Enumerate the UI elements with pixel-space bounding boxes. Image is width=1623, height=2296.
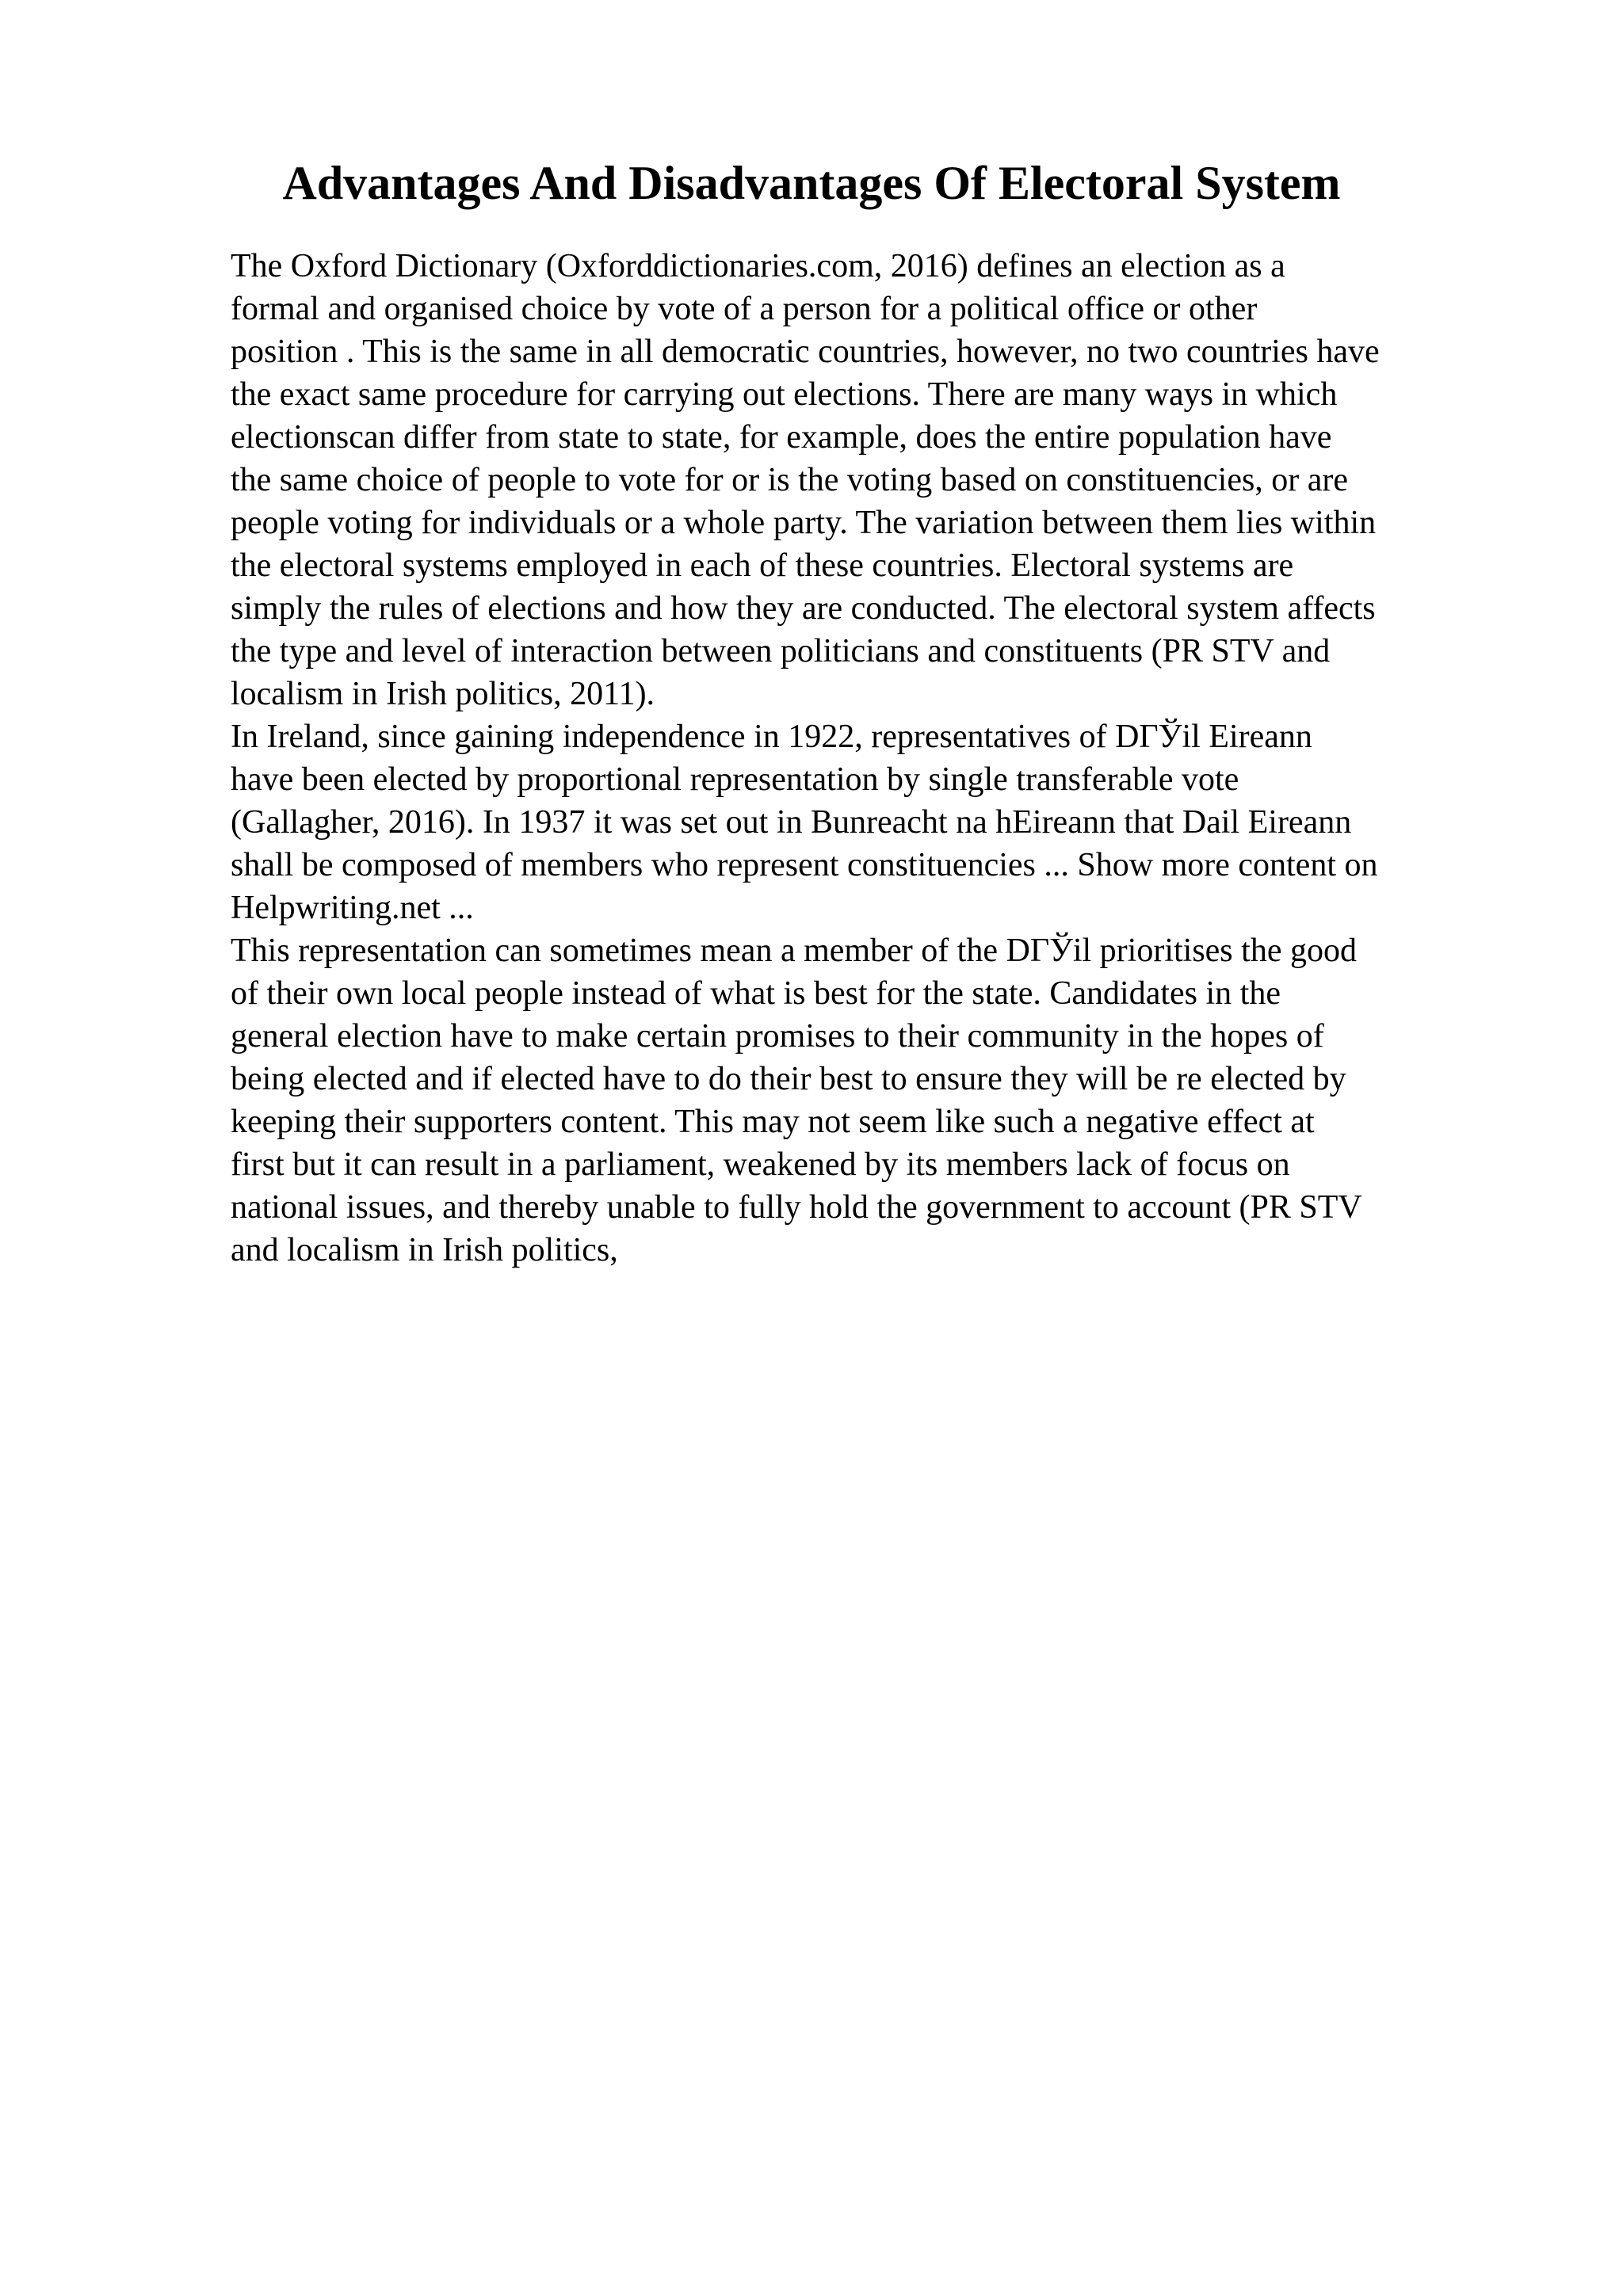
text-line: the type and level of interaction between politicians and constituents (PR STV and [231,633,1331,669]
text-line: formal and organised choice by vote of a person for a political office or other [231,291,1258,327]
text-line: simply the rules of elections and how they are conducted. The electoral system affects [231,590,1376,627]
text-line: Helpwriting.net ... [231,890,474,926]
text-line: general election have to make certain promises to their community in the hopes of [231,1018,1324,1055]
text-line: the electoral systems employed in each of these countries. Electoral systems are [231,547,1294,584]
text-line: first but it can result in a parliament, weakened by its members lack of focus on [231,1146,1290,1183]
body-text [231,245,1530,1272]
text-line: The Oxford Dictionary (Oxforddictionaries.com, 2016) defines an election as a [231,248,1285,284]
text-line: localism in Irish politics, 2011). [231,676,655,712]
text-line: keeping their supporters content. This may not seem like such a negative effect at [231,1104,1315,1140]
page-title: Advantages And Disadvantages Of Electoral System [282,157,1341,209]
text-line: being elected and if elected have to do their best to ensure they will be re elected by [231,1061,1346,1097]
text-line: position . This is the same in all democratic countries, however, no two countries have [231,334,1380,370]
text-line: (Gallagher, 2016). In 1937 it was set out in Bunreacht na hEireann that Dail Eireann [231,804,1352,841]
text-line: electionscan differ from state to state, for example, does the entire population have [231,419,1332,456]
text-line: have been elected by proportional representation by single transferable vote [231,761,1239,798]
text-line: In Ireland, since gaining independence in 1922, representatives of DΓЎil Eireann [231,719,1312,755]
text-line: the same choice of people to vote for or is the voting based on constituencies, or are [231,462,1349,498]
text-line: and localism in Irish politics, [231,1232,618,1268]
text-line: national issues, and thereby unable to fully hold the government to account (PR STV [231,1189,1362,1226]
text-line: shall be composed of members who represent constituencies ... Show more content on [231,847,1378,883]
text-line: of their own local people instead of what is best for the state. Candidates in the [231,975,1281,1012]
text-line: This representation can sometimes mean a member of the DΓЎil prioritises the good [231,933,1357,969]
text-line: people voting for individuals or a whole party. The variation between them lies within [231,505,1377,541]
text-line: the exact same procedure for carrying out elections. There are many ways in which [231,376,1338,413]
